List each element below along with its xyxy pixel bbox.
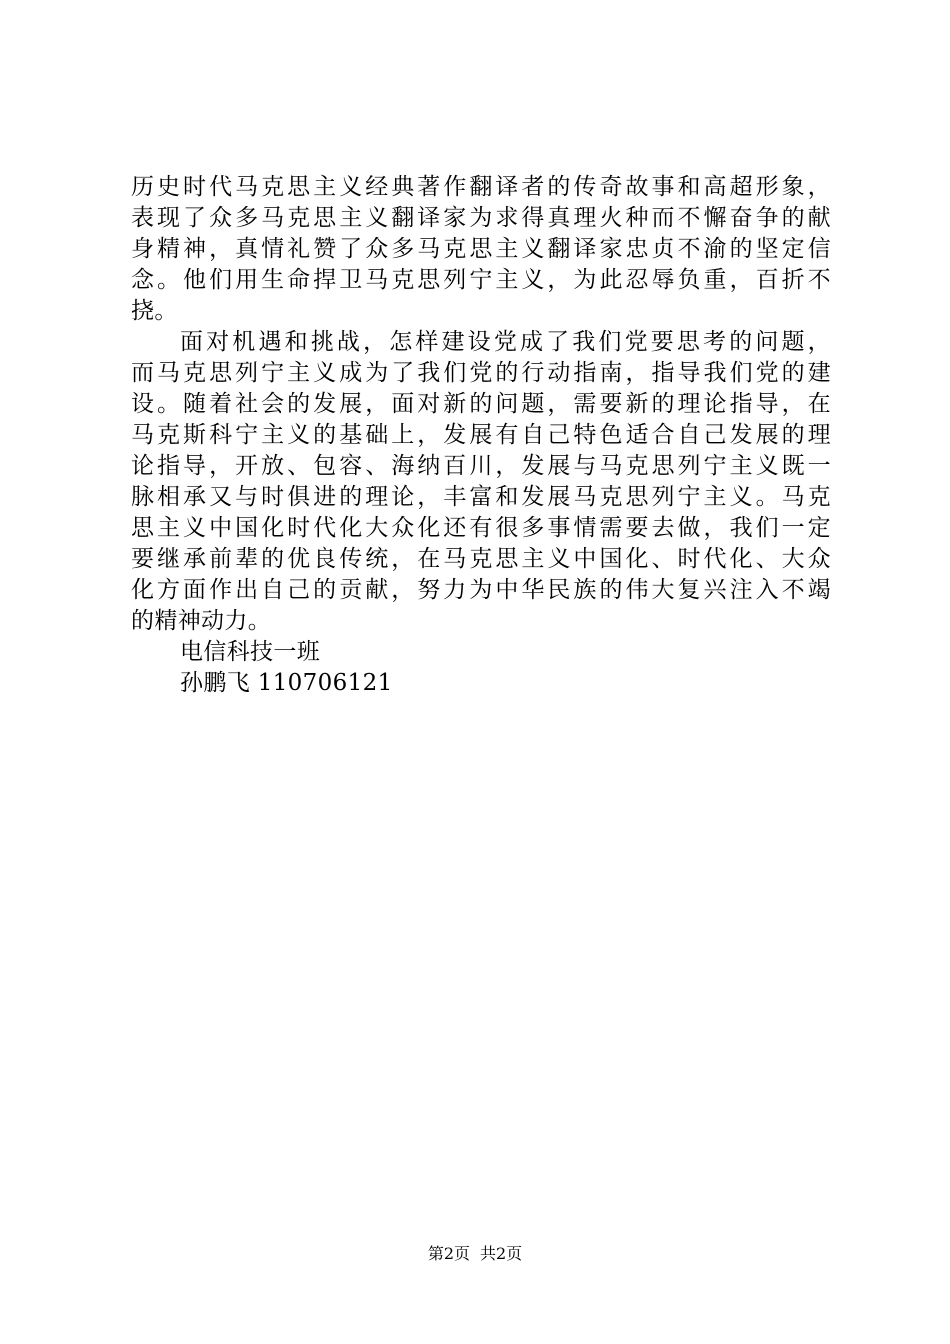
paragraph-line: 思主义中国化时代化大众化还有很多事情需要去做，我们一定	[131, 515, 831, 541]
page-footer	[0, 1243, 950, 1265]
total-pages: 共2页	[480, 1244, 523, 1263]
page-number: 第2页	[427, 1244, 470, 1263]
paragraph-line: 的精神动力。	[131, 608, 272, 634]
paragraph-line: 挠。	[131, 298, 178, 324]
paragraph-line: 身精神，真情礼赞了众多马克思主义翻译家忠贞不渝的坚定信	[131, 236, 831, 262]
paragraph-line: 要继承前辈的优良传统，在马克思主义中国化、时代化、大众	[131, 546, 831, 572]
paragraph-line: 马克斯科宁主义的基础上，发展有自己特色适合自己发展的理	[131, 422, 831, 448]
paragraph-line: 论指导，开放、包容、海纳百川，发展与马克思列宁主义既一	[131, 453, 831, 479]
paragraph-line: 而马克思列宁主义成为了我们党的行动指南，指导我们党的建	[131, 360, 831, 386]
document-body	[131, 172, 831, 699]
paragraph-1	[131, 172, 831, 327]
paragraph-2	[131, 327, 831, 637]
paragraph-line: 化方面作出自己的贡献，努力为中华民族的伟大复兴注入不竭	[131, 577, 831, 603]
signature-author: 孙鹏飞 110706121	[180, 670, 393, 696]
signature-block	[131, 637, 831, 699]
paragraph-line: 设。随着社会的发展，面对新的问题，需要新的理论指导，在	[131, 391, 831, 417]
signature-class: 电信科技一班	[180, 639, 321, 665]
paragraph-line: 表现了众多马克思主义翻译家为求得真理火种而不懈奋争的献	[131, 205, 831, 231]
paragraph-line: 面对机遇和挑战，怎样建设党成了我们党要思考的问题，	[180, 329, 831, 355]
paragraph-line: 脉相承又与时俱进的理论，丰富和发展马克思列宁主义。马克	[131, 484, 831, 510]
paragraph-line: 念。他们用生命捍卫马克思列宁主义，为此忍辱负重，百折不	[131, 267, 831, 293]
paragraph-line: 历史时代马克思主义经典著作翻译者的传奇故事和高超形象，	[131, 174, 831, 200]
